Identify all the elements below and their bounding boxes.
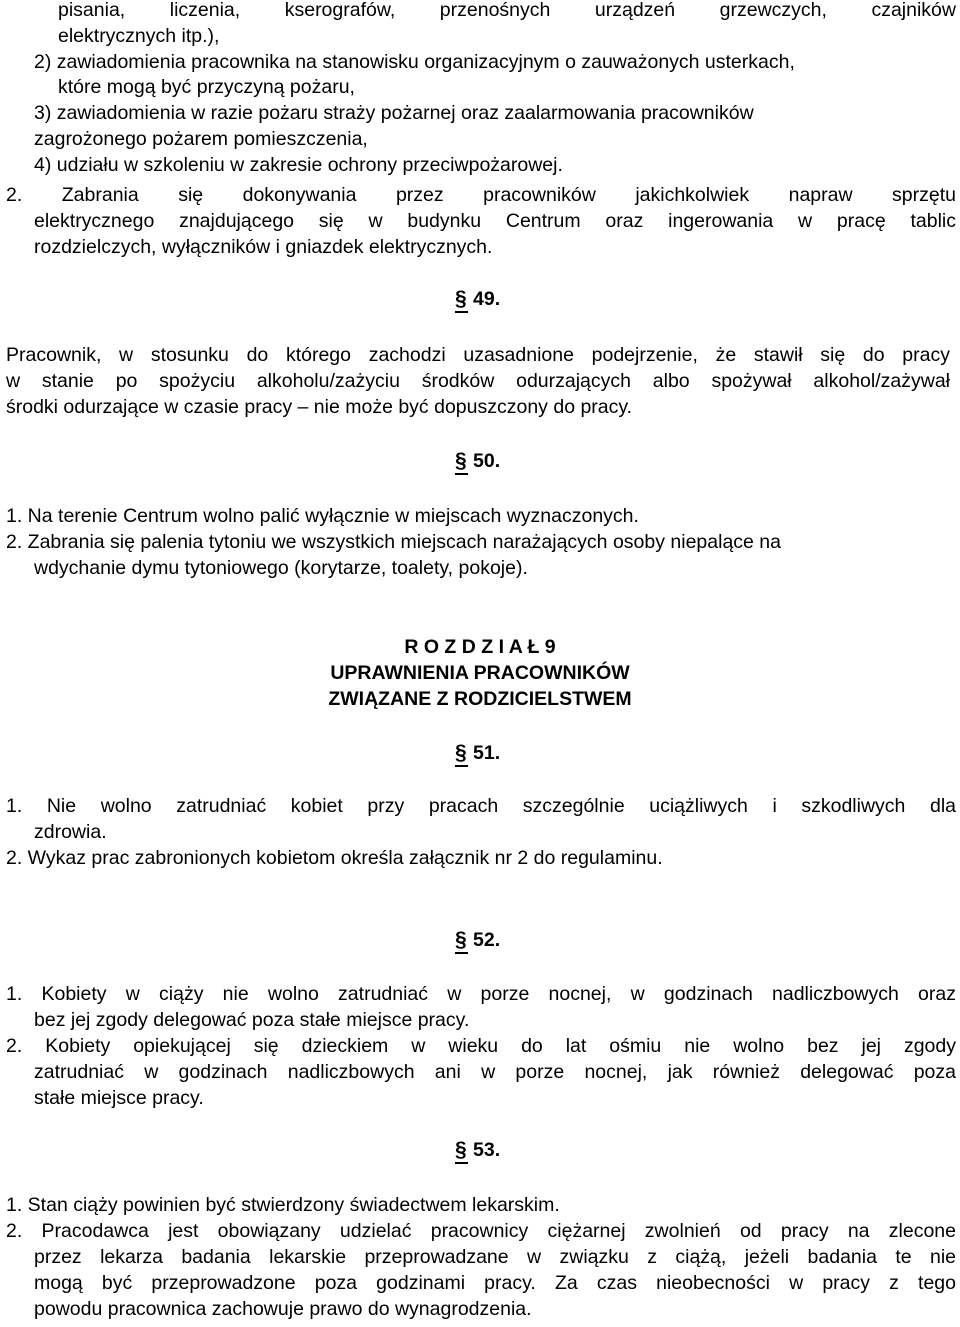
paragraph-52-item-2-line-2: zatrudniać w godzinach nadliczbowych ani w porze nocnej, jak również delegować poza (34, 1061, 956, 1083)
paragraph-53-item-2-line-1: 2. Pracodawca jest obowiązany udzielać pracownicy ciężarnej zwolnień od pracy na zlecone (6, 1220, 956, 1242)
paragraph-49-number: 49. (473, 288, 501, 310)
point2-line-2: elektrycznego znajdującego się w budynku Centrum oraz ingerowania w pracę tablic (34, 210, 956, 232)
list-item-3-line-2: zagrożonego pożarem pomieszczenia, (34, 128, 368, 150)
paragraph-50-item-2-line-1: 2. Zabrania się palenia tytoniu we wszystkich miejscach narażających osoby niepalące na (6, 531, 781, 553)
list-item-2-line-1: 2) zawiadomienia pracownika na stanowisku organizacyjnym o zauważonych usterkach, (34, 51, 795, 73)
paragraph-53-heading (0, 1137, 960, 1167)
paragraph-52-item-2-line-3: stałe miejsce pracy. (34, 1087, 204, 1109)
section-symbol: § (455, 449, 467, 472)
paragraph-50-item-2-line-2: wdychanie dymu tytoniowego (korytarze, toalety, pokoje). (34, 557, 528, 579)
section-symbol: § (455, 928, 467, 951)
paragraph-53-item-2-line-2: przez lekarza badania lekarskie przeprowadzane w związku z ciążą, jeżeli badania te nie (34, 1246, 956, 1268)
section-symbol: § (455, 741, 467, 764)
chapter-title-line-2: ZWIĄZANE Z RODZICIELSTWEM (328, 688, 632, 710)
paragraph-51-item-2: 2. Wykaz prac zabronionych kobietom określa załącznik nr 2 do regulaminu. (6, 847, 663, 869)
paragraph-52-number: 52. (473, 929, 501, 951)
point2-line-1: 2. Zabrania się dokonywania przez pracowników jakichkolwiek napraw sprzętu (6, 184, 956, 206)
paragraph-51-heading (0, 740, 960, 770)
paragraph-52-item-1-line-1: 1. Kobiety w ciąży nie wolno zatrudniać w porze nocnej, w godzinach nadliczbowych oraz (6, 983, 956, 1005)
list-item-3-line-1: 3) zawiadomienia w razie pożaru straży pożarnej oraz zaalarmowania pracowników (34, 102, 754, 124)
paragraph-52-item-1-line-2: bez jej zgody delegować poza stałe miejsce pracy. (34, 1009, 470, 1031)
list-item-1-line-2: elektrycznych itp.), (58, 25, 220, 47)
section-symbol-underline (455, 952, 468, 954)
list-item-1-line-1: pisania, liczenia, kserografów, przenośnych urządzeń grzewczych, czajników (58, 0, 956, 21)
paragraph-49-line-1: Pracownik, w stosunku do którego zachodzi uzasadnione podejrzenie, że stawił się do pracy (6, 344, 950, 366)
paragraph-49-heading (0, 286, 960, 316)
chapter-title-line-1: UPRAWNIENIA PRACOWNIKÓW (330, 662, 630, 684)
section-symbol-underline (455, 473, 468, 475)
paragraph-53-number: 53. (473, 1139, 501, 1161)
paragraph-53-item-1: 1. Stan ciąży powinien być stwierdzony świadectwem lekarskim. (6, 1194, 560, 1216)
paragraph-53-item-2-line-4: powodu pracownica zachowuje prawo do wynagrodzenia. (34, 1298, 532, 1320)
paragraph-50-number: 50. (473, 450, 501, 472)
paragraph-50-heading (0, 448, 960, 478)
paragraph-52-heading (0, 927, 960, 957)
section-symbol-underline (455, 765, 468, 767)
list-item-4-line-1: 4) udziału w szkoleniu w zakresie ochrony przeciwpożarowej. (34, 154, 563, 176)
paragraph-51-number: 51. (473, 742, 501, 764)
list-item-2-line-2: które mogą być przyczyną pożaru, (58, 76, 355, 98)
paragraph-52-item-2-line-1: 2. Kobiety opiekującej się dzieckiem w wieku do lat ośmiu nie wolno bez jej zgody (6, 1035, 956, 1057)
section-symbol-underline (455, 1162, 468, 1164)
chapter-heading: R O Z D Z I A Ł 9 (404, 636, 556, 658)
paragraph-49-line-2: w stanie po spożyciu alkoholu/zażyciu środków odurzających albo spożywał alkohol/zażywał (6, 370, 950, 392)
section-symbol: § (455, 1138, 467, 1161)
point2-line-3: rozdzielczych, wyłączników i gniazdek elektrycznych. (34, 236, 493, 258)
section-symbol: § (455, 287, 467, 310)
paragraph-51-item-1-line-1: 1. Nie wolno zatrudniać kobiet przy pracach szczególnie uciążliwych i szkodliwych dla (6, 795, 956, 817)
paragraph-51-item-1-line-2: zdrowia. (34, 821, 107, 843)
paragraph-50-item-1: 1. Na terenie Centrum wolno palić wyłącznie w miejscach wyznaczonych. (6, 505, 639, 527)
paragraph-49-line-3: środki odurzające w czasie pracy – nie może być dopuszczony do pracy. (6, 396, 633, 418)
section-symbol-underline (455, 311, 468, 313)
paragraph-53-item-2-line-3: mogą być przeprowadzone poza godzinami pracy. Za czas nieobecności w pracy z tego (34, 1272, 956, 1294)
